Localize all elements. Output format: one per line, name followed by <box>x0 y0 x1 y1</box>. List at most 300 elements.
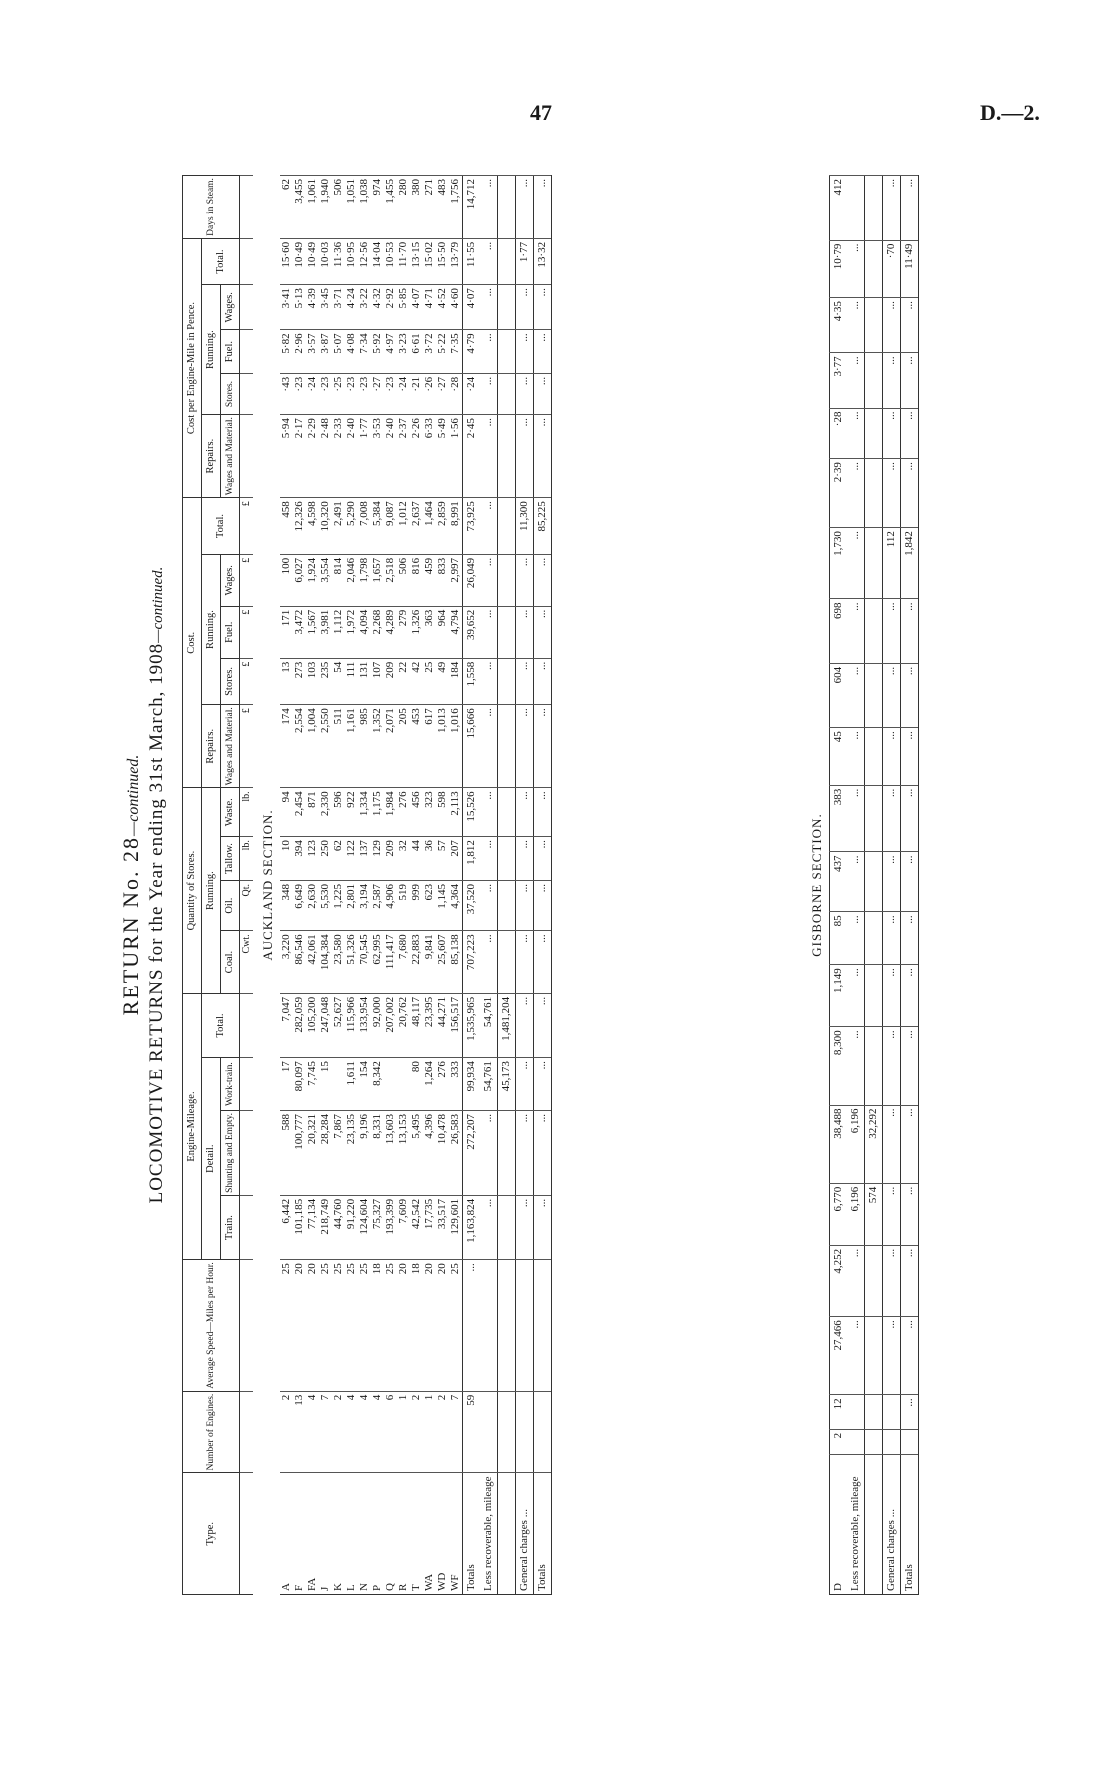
table-cell: ... <box>516 1195 534 1259</box>
table-cell: 207 <box>449 837 463 881</box>
table-cell: 15,526 <box>463 788 481 837</box>
table-cell <box>498 837 516 881</box>
table-cell: 62 <box>332 837 345 881</box>
table-cell: 1,657 <box>371 554 384 606</box>
table-cell: 27,466 <box>830 1317 848 1395</box>
table-cell: 2·92 <box>384 285 397 330</box>
table-cell: 123 <box>306 837 319 881</box>
table-cell: 4,252 <box>830 1245 848 1316</box>
table-cell: 100,777 <box>293 1111 306 1196</box>
table-cell: 974 <box>371 176 384 239</box>
table-cell <box>865 965 883 1027</box>
table-cell: 131 <box>358 658 371 705</box>
table-cell: 174 <box>280 705 293 788</box>
row-label: T <box>410 1473 423 1595</box>
row-label: F <box>293 1473 306 1595</box>
table-cell: 10·53 <box>384 238 397 284</box>
table-cell: 272,207 <box>463 1111 481 1196</box>
table-cell: 5·85 <box>397 285 410 330</box>
table-cell: ... <box>480 373 498 414</box>
table-cell: 4·71 <box>423 285 436 330</box>
table-cell: ·23 <box>384 373 397 414</box>
table-cell: 92,000 <box>371 993 384 1057</box>
table-cell: 1 <box>423 1391 436 1473</box>
table-cell: 133,954 <box>358 993 371 1057</box>
table-cell: 2 <box>410 1391 423 1473</box>
table-cell: 13 <box>293 1391 306 1473</box>
table-cell <box>498 285 516 330</box>
table-cell: ·24 <box>306 373 319 414</box>
table-cell: 52,627 <box>332 993 345 1057</box>
table-cell: 7 <box>319 1391 332 1473</box>
header-waste: Waste. <box>221 788 240 837</box>
table-cell: ... <box>847 1027 865 1105</box>
row-label: General charges ... <box>883 1455 901 1595</box>
header-cost-total: Total. <box>202 498 240 555</box>
table-cell: ... <box>480 554 498 606</box>
table-cell: 6 <box>384 1391 397 1473</box>
table-cell: ... <box>883 1183 901 1245</box>
table-cell: 1,558 <box>463 658 481 705</box>
table-cell: 5·13 <box>293 285 306 330</box>
table-cell: ... <box>883 1245 901 1316</box>
table-cell: ... <box>516 373 534 414</box>
row-label: J <box>319 1473 332 1595</box>
table-row <box>306 176 319 1595</box>
table-cell <box>865 663 883 727</box>
table-cell: 10·79 <box>830 240 848 298</box>
table-cell: ... <box>883 1105 901 1183</box>
table-cell: 85 <box>830 912 848 965</box>
table-cell: 11,300 <box>516 498 534 555</box>
table-cell: 62,995 <box>371 931 384 994</box>
table-cell: 10·95 <box>345 238 358 284</box>
table-cell: ... <box>901 1245 919 1316</box>
table-cell: 5·82 <box>280 330 293 373</box>
table-cell: 1,984 <box>384 788 397 837</box>
table-cell: 32 <box>397 837 410 881</box>
table-cell: ... <box>847 852 865 912</box>
table-cell <box>865 1317 883 1395</box>
table-cell <box>865 1429 883 1454</box>
table-cell: 3·77 <box>830 353 848 408</box>
table-cell <box>534 1391 552 1473</box>
table-cell: 3·53 <box>371 415 384 498</box>
table-cell: 2,997 <box>449 554 463 606</box>
table-cell: 137 <box>358 837 371 881</box>
header-cost-wages: Wages. <box>221 554 240 606</box>
table-cell: 86,546 <box>293 931 306 994</box>
table-cell: 8,342 <box>371 1058 384 1111</box>
table-cell: 574 <box>865 1183 883 1245</box>
final-totals-row <box>901 176 919 1595</box>
table-cell: 10,320 <box>319 498 332 555</box>
table-cell <box>498 658 516 705</box>
table-cell: 218,749 <box>319 1195 332 1259</box>
row-label: K <box>332 1473 345 1595</box>
table-cell <box>240 330 254 373</box>
table-cell: 506 <box>332 176 345 239</box>
row-label: WF <box>449 1473 463 1595</box>
table-cell: ... <box>847 599 865 663</box>
table-cell: ... <box>480 415 498 498</box>
return-subtitle <box>146 175 168 1595</box>
table-cell: ... <box>480 1111 498 1196</box>
table-cell: 13,603 <box>384 1111 397 1196</box>
table-cell: 7 <box>449 1391 463 1473</box>
table-cell: 2·96 <box>293 330 306 373</box>
table-cell: 596 <box>332 788 345 837</box>
table-cell: ... <box>480 705 498 788</box>
table-cell: 4·79 <box>463 330 481 373</box>
table-cell: ... <box>847 240 865 298</box>
table-cell: 25 <box>449 1260 463 1391</box>
table-cell: ... <box>883 176 901 241</box>
table-cell: 99,934 <box>463 1058 481 1111</box>
table-cell: ... <box>516 788 534 837</box>
table-cell <box>498 373 516 414</box>
table-cell: 4·24 <box>345 285 358 330</box>
table-row <box>410 176 423 1595</box>
table-row <box>423 176 436 1595</box>
table-cell: 15·50 <box>436 238 449 284</box>
table-cell: 273 <box>293 658 306 705</box>
table-cell: 2,491 <box>332 498 345 555</box>
table-cell: 483 <box>436 176 449 239</box>
table-cell: 2,550 <box>319 705 332 788</box>
table-cell: ... <box>534 415 552 498</box>
table-cell <box>865 785 883 852</box>
table-cell: 75,327 <box>371 1195 384 1259</box>
table-cell: 7,047 <box>280 993 293 1057</box>
table-cell: lb. <box>240 837 254 881</box>
table-cell: 18 <box>410 1260 423 1391</box>
table-cell: 94 <box>280 788 293 837</box>
table-cell: 1,326 <box>410 606 423 658</box>
return-title <box>118 175 144 1595</box>
table-row <box>436 176 449 1595</box>
table-row <box>397 176 410 1595</box>
table-cell: 25 <box>332 1260 345 1391</box>
table-cell <box>865 1027 883 1105</box>
table-cell: 2,518 <box>384 554 397 606</box>
table-cell: 1,730 <box>830 528 848 599</box>
table-cell <box>480 1260 498 1391</box>
table-cell: 247,048 <box>319 993 332 1057</box>
table-cell: 6,442 <box>280 1195 293 1259</box>
table-cell: 8,300 <box>830 1027 848 1105</box>
table-cell: 282,059 <box>293 993 306 1057</box>
table-cell: 207,002 <box>384 993 397 1057</box>
table-cell: 6,770 <box>830 1183 848 1245</box>
table-cell: 13·32 <box>534 238 552 284</box>
table-cell: 1,004 <box>306 705 319 788</box>
row-label: R <box>397 1473 410 1595</box>
table-cell <box>240 1058 254 1111</box>
table-cell: ... <box>480 606 498 658</box>
table-cell: 10·03 <box>319 238 332 284</box>
table-row <box>371 176 384 1595</box>
table-cell: 104,384 <box>319 931 332 994</box>
table-cell: ... <box>516 837 534 881</box>
table-cell <box>240 993 254 1057</box>
table-cell: 129,601 <box>449 1195 463 1259</box>
table-cell: ... <box>516 705 534 788</box>
table-cell: 506 <box>397 554 410 606</box>
row-label: Totals <box>463 1473 481 1595</box>
table-cell: ... <box>480 238 498 284</box>
general-charges-row <box>516 176 534 1595</box>
table-cell: 80 <box>410 1058 423 1111</box>
header-cost-wages-material: Wages and Material. <box>221 705 240 788</box>
table-cell: 2 <box>830 1429 848 1454</box>
table-cell: 112 <box>883 528 901 599</box>
table-cell: 3·57 <box>306 330 319 373</box>
table-cell: 124,604 <box>358 1195 371 1259</box>
table-cell: 9,841 <box>423 931 436 994</box>
table-cell: 1,567 <box>306 606 319 658</box>
table-cell <box>498 705 516 788</box>
table-cell: 2,113 <box>449 788 463 837</box>
table-cell: 101,185 <box>293 1195 306 1259</box>
table-cell: 25 <box>280 1260 293 1391</box>
table-cell: 156,517 <box>449 993 463 1057</box>
header-work-train: Work-train. <box>221 1058 240 1111</box>
table-cell: 100 <box>280 554 293 606</box>
table-cell <box>240 1391 254 1473</box>
table-cell: 3,455 <box>293 176 306 239</box>
table-cell: 1,972 <box>345 606 358 658</box>
table-cell: 3·22 <box>358 285 371 330</box>
table-cell: 5,384 <box>371 498 384 555</box>
row-label: General charges ... <box>516 1473 534 1595</box>
table-cell: ... <box>480 330 498 373</box>
row-label: WA <box>423 1473 436 1595</box>
table-cell: 6·61 <box>410 330 423 373</box>
table-cell: 363 <box>423 606 436 658</box>
table-cell: 2,554 <box>293 705 306 788</box>
table-cell: 37,520 <box>463 880 481 930</box>
table-row <box>345 176 358 1595</box>
table-cell: ... <box>883 852 901 912</box>
table-cell: 12·56 <box>358 238 371 284</box>
table-cell: 20,321 <box>306 1111 319 1196</box>
table-cell <box>865 176 883 241</box>
table-cell: 1,145 <box>436 880 449 930</box>
table-cell: 14·04 <box>371 238 384 284</box>
table-cell: 2·48 <box>319 415 332 498</box>
table-cell: ... <box>883 459 901 528</box>
table-cell: ... <box>534 373 552 414</box>
table-cell: 276 <box>436 1058 449 1111</box>
table-cell: £ <box>240 554 254 606</box>
table-cell: 57 <box>436 837 449 881</box>
row-label: FA <box>306 1473 319 1595</box>
table-cell: 20 <box>293 1260 306 1391</box>
table-cell: 45 <box>830 728 848 786</box>
table-cell: 2,046 <box>345 554 358 606</box>
header-type: Type. <box>183 1473 240 1595</box>
table-cell: 7,680 <box>397 931 410 994</box>
table-cell <box>498 330 516 373</box>
header-cost-fuel: Fuel. <box>221 606 240 658</box>
table-cell: ... <box>480 285 498 330</box>
table-cell: ... <box>534 606 552 658</box>
table-cell: 2 <box>436 1391 449 1473</box>
table-cell: £ <box>240 705 254 788</box>
header-cost: Cost. <box>183 498 202 788</box>
table-row <box>449 176 463 1595</box>
table-cell: 4·97 <box>384 330 397 373</box>
table-cell: 3,472 <box>293 606 306 658</box>
table-cell: 10·49 <box>293 238 306 284</box>
table-cell <box>240 373 254 414</box>
auckland-section-body <box>240 176 552 1595</box>
table-cell: 5·49 <box>436 415 449 498</box>
table-cell: 12 <box>830 1395 848 1430</box>
table-cell <box>498 931 516 994</box>
table-cell: 707,223 <box>463 931 481 994</box>
table-cell <box>384 1058 397 1111</box>
table-cell: 3,220 <box>280 931 293 994</box>
table-cell: 48,117 <box>410 993 423 1057</box>
table-cell <box>865 1245 883 1316</box>
table-cell: 871 <box>306 788 319 837</box>
table-cell <box>498 554 516 606</box>
table-cell: ... <box>480 837 498 881</box>
table-cell <box>847 1395 865 1430</box>
table-cell: ... <box>534 176 552 239</box>
table-cell: 23,580 <box>332 931 345 994</box>
table-cell: ·28 <box>830 408 848 459</box>
table-cell: 15,666 <box>463 705 481 788</box>
row-label: N <box>358 1473 371 1595</box>
header-stores-running: Running. <box>202 788 221 994</box>
table-cell <box>865 599 883 663</box>
table-cell: 1,756 <box>449 176 463 239</box>
table-cell: ·26 <box>423 373 436 414</box>
table-cell: 2·37 <box>397 415 410 498</box>
table-cell: lb. <box>240 788 254 837</box>
table-cell: 13·15 <box>410 238 423 284</box>
table-cell: 62 <box>280 176 293 239</box>
table-cell <box>498 1195 516 1259</box>
table-cell: 2,268 <box>371 606 384 658</box>
table-cell: 4 <box>358 1391 371 1473</box>
table-cell: ... <box>516 931 534 994</box>
table-cell: 193,399 <box>384 1195 397 1259</box>
table-cell: ·28 <box>449 373 463 414</box>
table-cell: 51,326 <box>345 931 358 994</box>
table-cell <box>534 1260 552 1391</box>
table-cell <box>847 1429 865 1454</box>
table-cell: 2·26 <box>410 415 423 498</box>
table-cell: 1,051 <box>345 176 358 239</box>
table-cell: 1,812 <box>463 837 481 881</box>
table-cell: ... <box>516 880 534 930</box>
table-cell: ... <box>534 330 552 373</box>
table-cell: 2,630 <box>306 880 319 930</box>
table-cell: ... <box>534 1195 552 1259</box>
table-cell: 2·40 <box>384 415 397 498</box>
table-cell: 11·49 <box>901 240 919 298</box>
table-cell: 115,966 <box>345 993 358 1057</box>
table-cell: 13,153 <box>397 1111 410 1196</box>
table-cell: 1,012 <box>397 498 410 555</box>
table-cell: 205 <box>397 705 410 788</box>
table-cell: 14,712 <box>463 176 481 239</box>
table-cell: ·23 <box>358 373 371 414</box>
table-cell: 1,924 <box>306 554 319 606</box>
table-cell: ... <box>534 554 552 606</box>
table-cell: ... <box>480 931 498 994</box>
table-row <box>293 176 306 1595</box>
row-label: Totals <box>534 1473 552 1595</box>
table-cell: 49 <box>436 658 449 705</box>
table-cell: 154 <box>358 1058 371 1111</box>
table-cell: ... <box>883 1027 901 1105</box>
header-tallow: Tallow. <box>221 837 240 881</box>
table-cell: ... <box>901 1027 919 1105</box>
table-cell: 11·55 <box>463 238 481 284</box>
table-cell: ... <box>534 1111 552 1196</box>
table-cell: 7,609 <box>397 1195 410 1259</box>
table-cell: 20 <box>436 1260 449 1391</box>
table-cell: 617 <box>423 705 436 788</box>
table-cell: 1,175 <box>371 788 384 837</box>
table-cell: ... <box>480 788 498 837</box>
table-cell: 2,801 <box>345 880 358 930</box>
table-cell: ·70 <box>883 240 901 298</box>
table-cell: 4,396 <box>423 1111 436 1196</box>
table-cell: 394 <box>293 837 306 881</box>
table-cell: 6,196 <box>847 1105 865 1183</box>
table-cell: 964 <box>436 606 449 658</box>
table-cell: 20,762 <box>397 993 410 1057</box>
table-cell: ... <box>883 728 901 786</box>
table-cell: 271 <box>423 176 436 239</box>
table-cell: 3·45 <box>319 285 332 330</box>
header-mileage-total: Total. <box>202 993 240 1057</box>
table-cell: 1,013 <box>436 705 449 788</box>
table-cell: 25 <box>384 1260 397 1391</box>
table-cell: 999 <box>410 880 423 930</box>
table-cell <box>240 285 254 330</box>
table-cell: 91,220 <box>345 1195 358 1259</box>
table-cell: 4·08 <box>345 330 358 373</box>
table-cell: ... <box>480 658 498 705</box>
table-cell: 171 <box>280 606 293 658</box>
row-label: Q <box>384 1473 397 1595</box>
table-cell: ... <box>516 1058 534 1111</box>
table-cell: 1 <box>397 1391 410 1473</box>
table-cell: 42,061 <box>306 931 319 994</box>
table-cell: 42,542 <box>410 1195 423 1259</box>
table-cell: ... <box>901 1395 919 1430</box>
table-cell: 1,038 <box>358 176 371 239</box>
table-cell: 348 <box>280 880 293 930</box>
table-cell <box>865 408 883 459</box>
table-cell: 111,417 <box>384 931 397 994</box>
table-cell: 623 <box>423 880 436 930</box>
table-cell: 25 <box>345 1260 358 1391</box>
units-row <box>240 176 254 1595</box>
table-cell: 1,334 <box>358 788 371 837</box>
table-cell: ... <box>883 298 901 353</box>
table-cell: 20 <box>306 1260 319 1391</box>
table-cell: 4 <box>345 1391 358 1473</box>
table-cell <box>498 1111 516 1196</box>
